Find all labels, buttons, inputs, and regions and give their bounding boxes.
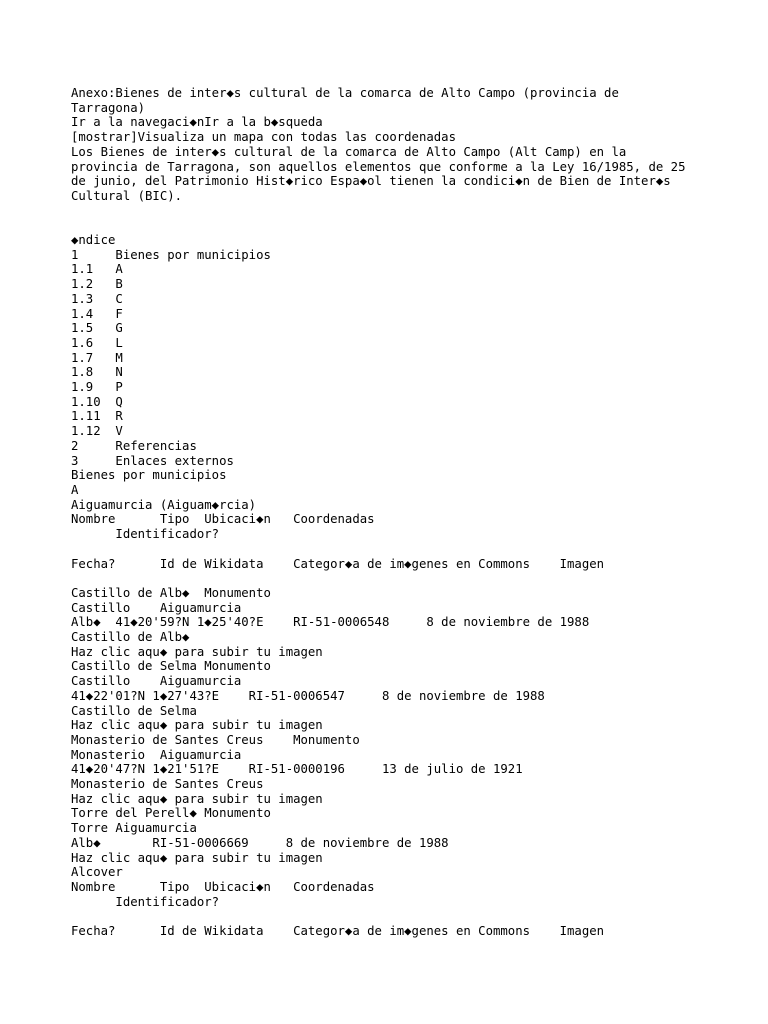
- text-line: Alb◆ RI-51-0006669 8 de noviembre de 1988: [71, 835, 449, 850]
- text-line: Torre Aiguamurcia: [71, 821, 197, 836]
- text-line: Tarragona): [71, 100, 146, 115]
- text-line: Nombre Tipo Ubicaci◆n Coordenadas: [71, 879, 375, 894]
- text-line: Alcover: [71, 865, 123, 880]
- text-line: Bienes por municipios: [71, 468, 227, 483]
- text-line: Cultural (BIC).: [71, 188, 183, 203]
- text-line: 1.10 Q: [71, 394, 123, 409]
- text-line: [71, 571, 685, 586]
- text-line: 1.2 B: [71, 277, 123, 292]
- text-line: Castillo Aiguamurcia: [71, 674, 242, 689]
- text-line: Aiguamurcia (Aiguam◆rcia): [71, 497, 257, 512]
- text-line: [71, 204, 685, 219]
- text-line: 1.12 V: [71, 424, 123, 439]
- text-line: 1.7 M: [71, 350, 123, 365]
- text-line: Castillo de Selma: [71, 703, 197, 718]
- text-line: Castillo Aiguamurcia: [71, 600, 242, 615]
- text-line: Nombre Tipo Ubicaci◆n Coordenadas: [71, 512, 375, 527]
- text-line: [71, 542, 685, 557]
- text-line: de junio, del Patrimonio Hist◆rico Espa◆ol tienen la condici◆n de Bien de Inter◆s: [71, 174, 671, 189]
- text-line: Identificador?: [71, 527, 220, 542]
- text-line: Los Bienes de inter◆s cultural de la comarca de Alto Campo (Alt Camp) en la: [71, 144, 627, 159]
- text-line: Fecha? Id de Wikidata Categor◆a de im◆genes en Commons Imagen: [71, 924, 605, 939]
- text-line: 41◆22'01?N 1◆27'43?E RI-51-0006547 8 de noviembre de 1988: [71, 688, 545, 703]
- text-line: 1.9 P: [71, 380, 123, 395]
- text-line: 1 Bienes por municipios: [71, 247, 271, 262]
- text-line: Haz clic aqu◆ para subir tu imagen: [71, 791, 323, 806]
- text-line: 1.8 N: [71, 365, 123, 380]
- text-line: A: [71, 482, 79, 497]
- text-line: 1.11 R: [71, 409, 123, 424]
- text-line: Torre del Perell◆ Monumento: [71, 806, 271, 821]
- text-line: Castillo de Alb◆ Monumento: [71, 585, 271, 600]
- text-line: 1.6 L: [71, 335, 123, 350]
- text-line: Anexo:Bienes de inter◆s cultural de la comarca de Alto Campo (provincia de: [71, 86, 619, 100]
- text-line: Haz clic aqu◆ para subir tu imagen: [71, 644, 323, 659]
- text-line: ◆ndice: [71, 233, 116, 248]
- text-line: Monasterio de Santes Creus Monumento: [71, 732, 360, 747]
- text-line: Ir a la navegaci◆nIr a la b◆squeda: [71, 115, 323, 130]
- text-line: Haz clic aqu◆ para subir tu imagen: [71, 718, 323, 733]
- text-line: 1.3 C: [71, 291, 123, 306]
- text-line: Haz clic aqu◆ para subir tu imagen: [71, 850, 323, 865]
- text-line: [mostrar]Visualiza un mapa con todas las coordenadas: [71, 130, 456, 145]
- text-line: 3 Enlaces externos: [71, 453, 234, 468]
- text-line: 41◆20'47?N 1◆21'51?E RI-51-0000196 13 de julio de 1921: [71, 762, 523, 777]
- document-text: [71, 86, 685, 939]
- text-line: provincia de Tarragona, son aquellos elementos que conforme a la Ley 16/1985, de 25: [71, 159, 686, 174]
- text-line: 1.1 A: [71, 262, 123, 277]
- text-line: 1.5 G: [71, 321, 123, 336]
- text-line: Identificador?: [71, 894, 220, 909]
- text-line: [71, 218, 685, 233]
- text-line: Alb◆ 41◆20'59?N 1◆25'40?E RI-51-0006548 8 de noviembre de 1988: [71, 615, 590, 630]
- text-line: Fecha? Id de Wikidata Categor◆a de im◆genes en Commons Imagen: [71, 556, 605, 571]
- text-line: Monasterio de Santes Creus: [71, 777, 264, 792]
- text-line: 1.4 F: [71, 306, 123, 321]
- text-line: Monasterio Aiguamurcia: [71, 747, 242, 762]
- text-line: 2 Referencias: [71, 438, 197, 453]
- text-line: Castillo de Alb◆: [71, 630, 190, 645]
- text-line: [71, 909, 685, 924]
- text-line: Castillo de Selma Monumento: [71, 659, 271, 674]
